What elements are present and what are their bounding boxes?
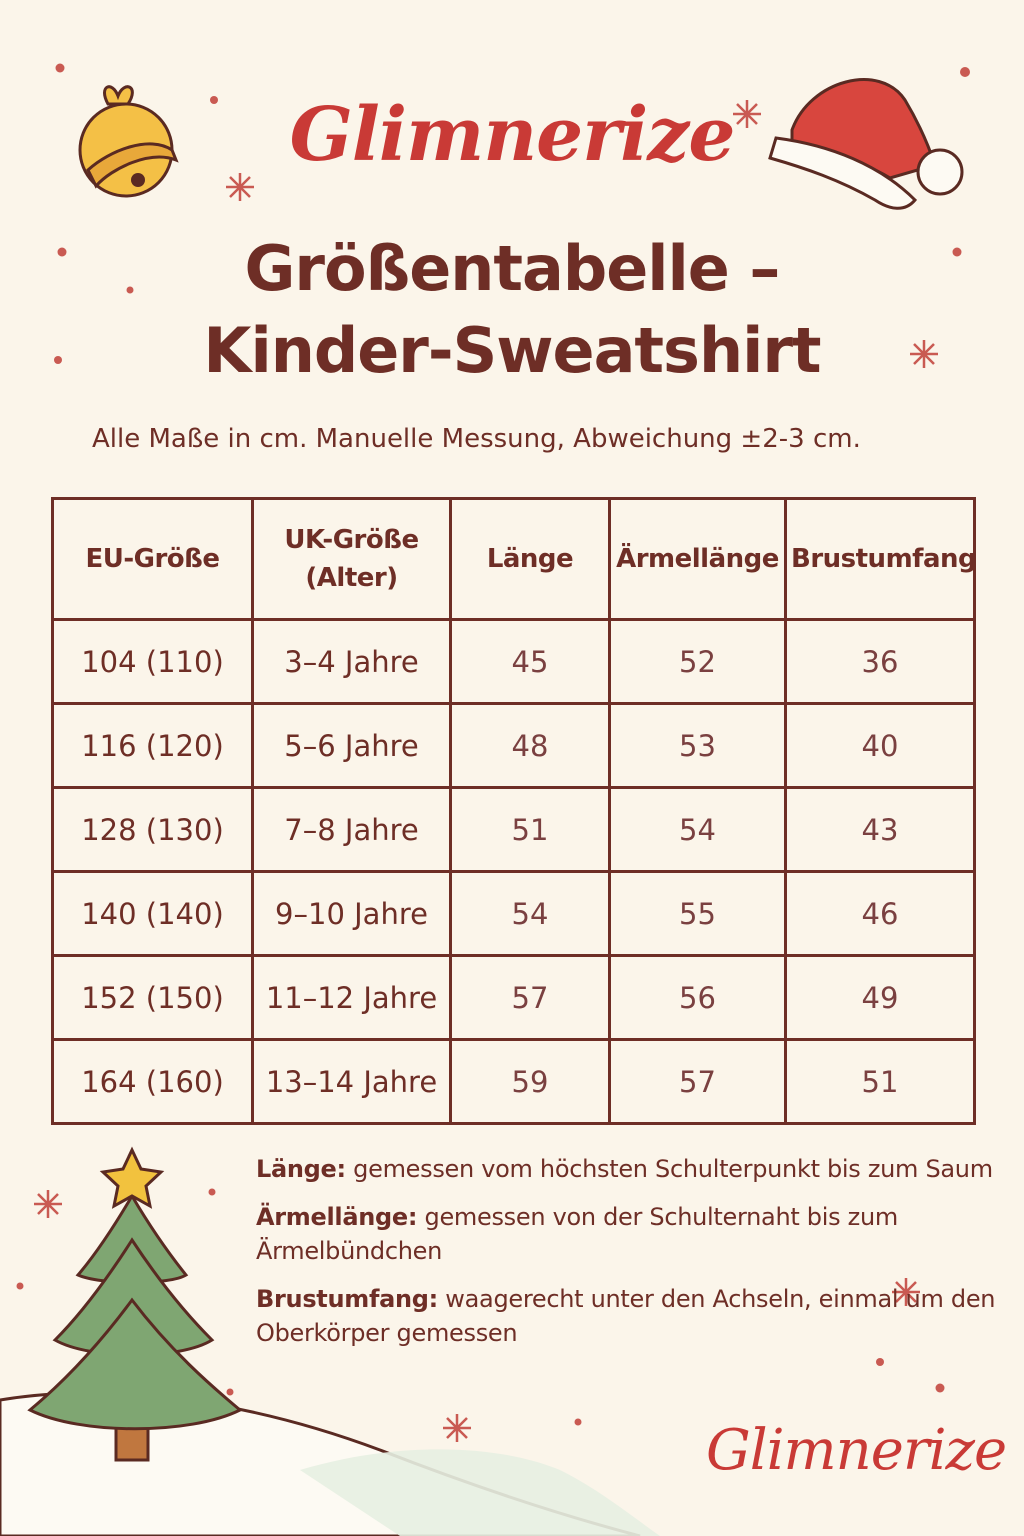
header-uk-line-2: (Alter): [305, 563, 398, 593]
cell-uk-size: 7–8 Jahre: [253, 788, 451, 872]
christmas-tree-icon: [30, 1150, 240, 1460]
measurement-note: Alle Maße in cm. Manuelle Messung, Abweichung ±2-3 cm.: [92, 424, 861, 454]
header-chest: Brustumfang: [786, 499, 975, 620]
cell-sleeve-length: 52: [610, 620, 786, 704]
table-row: [53, 620, 975, 704]
title-line-2: Kinder-Sweatshirt: [203, 314, 821, 387]
cell-sleeve-length: 56: [610, 956, 786, 1040]
note-term: Ärmellänge:: [256, 1203, 418, 1231]
cell-chest: 46: [786, 872, 975, 956]
cell-chest: 51: [786, 1040, 975, 1124]
brand-logo-bottom: Glimnerize: [706, 1418, 1007, 1483]
cell-chest: 36: [786, 620, 975, 704]
cell-length: 45: [451, 620, 610, 704]
title-line-1: Größentabelle –: [244, 232, 780, 305]
cell-length: 57: [451, 956, 610, 1040]
note-text: waagerecht unter den Achseln, einmal um den Oberkörper gemessen: [256, 1285, 996, 1347]
cell-eu-size: 164 (160): [53, 1040, 253, 1124]
note-text: gemessen von der Schulternaht bis zum Ärmelbündchen: [256, 1203, 898, 1265]
header-eu-size: EU-Größe: [53, 499, 253, 620]
table-row: [53, 956, 975, 1040]
note-term: Länge:: [256, 1155, 346, 1183]
header-sleeve-length: Ärmellänge: [610, 499, 786, 620]
cell-sleeve-length: 57: [610, 1040, 786, 1124]
cell-chest: 40: [786, 704, 975, 788]
cell-eu-size: 128 (130): [53, 788, 253, 872]
cell-chest: 43: [786, 788, 975, 872]
note-sleeve-length: [256, 1200, 1024, 1268]
brand-logo: Glimnerize: [289, 92, 735, 178]
cell-sleeve-length: 54: [610, 788, 786, 872]
cell-sleeve-length: 55: [610, 872, 786, 956]
cell-chest: 49: [786, 956, 975, 1040]
cell-eu-size: 116 (120): [53, 704, 253, 788]
cell-length: 54: [451, 872, 610, 956]
header-length: Länge: [451, 499, 610, 620]
header-uk-line-1: UK-Größe: [284, 525, 419, 555]
header-uk-size: [253, 499, 451, 620]
cell-uk-size: 5–6 Jahre: [253, 704, 451, 788]
note-text: gemessen vom höchsten Schulterpunkt bis zum Saum: [345, 1155, 993, 1183]
table-row: [53, 704, 975, 788]
table-row: [53, 788, 975, 872]
table-header-row: [53, 499, 975, 620]
cell-eu-size: 152 (150): [53, 956, 253, 1040]
note-length: [256, 1152, 1024, 1186]
table-row: [53, 872, 975, 956]
note-term: Brustumfang:: [256, 1285, 438, 1313]
cell-uk-size: 3–4 Jahre: [253, 620, 451, 704]
table-row: [53, 1040, 975, 1124]
cell-eu-size: 140 (140): [53, 872, 253, 956]
page-title: [0, 228, 1024, 392]
cell-uk-size: 9–10 Jahre: [253, 872, 451, 956]
cell-uk-size: 11–12 Jahre: [253, 956, 451, 1040]
cell-length: 59: [451, 1040, 610, 1124]
cell-length: 48: [451, 704, 610, 788]
cell-uk-size: 13–14 Jahre: [253, 1040, 451, 1124]
cell-eu-size: 104 (110): [53, 620, 253, 704]
cell-sleeve-length: 53: [610, 704, 786, 788]
measurement-notes: [256, 1152, 1024, 1364]
note-chest: [256, 1282, 1024, 1350]
cell-length: 51: [451, 788, 610, 872]
size-table: [51, 497, 976, 1125]
